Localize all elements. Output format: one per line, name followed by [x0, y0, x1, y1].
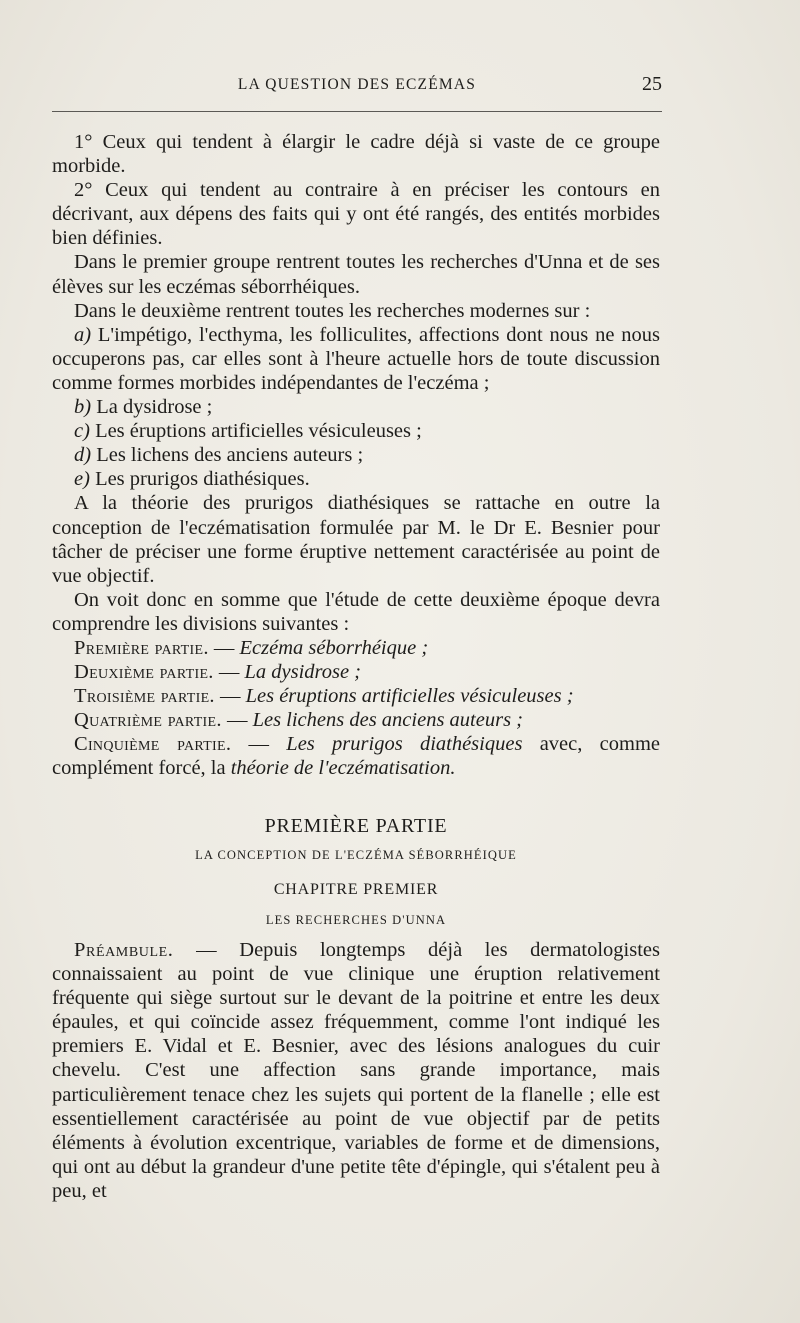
eczematisation-theory: théorie de l'eczématisation. — [230, 757, 456, 780]
list-item-d — [52, 443, 660, 467]
chapter-title: CHAPITRE PREMIER — [273, 881, 439, 898]
preamble-label: Préambule. — [74, 939, 174, 961]
running-head — [52, 73, 662, 98]
part-entry-5 — [52, 732, 660, 780]
running-title: LA QUESTION DES ECZÉMAS — [237, 76, 477, 93]
item-1: 1° Ceux qui tendent à élargir le cadre déjà si vaste de ce groupe morbide. — [52, 131, 660, 178]
part-entry-4 — [52, 708, 660, 732]
list-marker: e) — [74, 468, 90, 491]
paragraph-divisions: On voit donc en somme que l'étude de cette deuxième époque devra comprendre les divisions suivantes : — [52, 588, 660, 635]
list-marker: d) — [74, 444, 92, 467]
part-label: Troisième partie. — [74, 685, 215, 708]
part-name: La dysidrose ; — [244, 661, 362, 684]
part-entry-1 — [52, 636, 660, 660]
list-marker: b) — [74, 396, 92, 419]
part-title: PREMIÈRE PARTIE — [264, 815, 448, 837]
part-subtitle: LA CONCEPTION DE L'ECZÉMA SÉBORRHÉIQUE — [195, 848, 517, 862]
list-text: La dysidrose ; — [91, 396, 213, 419]
part-label: Deuxième partie. — [74, 661, 214, 684]
part-connector: avec, comme complément forcé, la — [52, 733, 660, 780]
paragraph-besnier: A la théorie des prurigos diathésiques se rattache en outre la conception de l'eczématisation formulée par M. le Dr E. Besnier pour tâcher de préciser une forme éruptive nettement caractérisée au point de vue objectif. — [52, 492, 660, 587]
part-label: Première partie. — [74, 636, 209, 659]
part-entry-3 — [52, 684, 660, 708]
chapter-subtitle: LES RECHERCHES D'UNNA — [265, 913, 447, 927]
list-marker: a) — [74, 323, 92, 346]
part-name: Les lichens des anciens auteurs ; — [252, 709, 524, 732]
part-name: Les prurigos diathésiques — [286, 733, 523, 756]
list-text: Les éruptions artificielles vésiculeuses ; — [89, 420, 422, 443]
preamble-body: — Depuis longtemps déjà les dermatologistes connaissaient au point de vue clinique une éruption relativement fréquente qui siège surtout sur le devant de la poitrine et entre les deux épaules, et qui coïncide assez fréquemment, comme l'ont indiqué les premiers E. Vidal et E. Besnier, avec des lésions analogues du cuir chevelu. C'est une affection sans grande importance, mais particulièrement tenace chez les sujets qui portent de la flanelle ; elle est essentiellement caractérisée au point de vue objectif par de petits éléments à évolution excentrique, variables de forme et de dimensions, qui ont au début la grandeur d'une petite tête d'épingle, qui s'étalent peu à peu, et — [52, 939, 660, 1202]
list-text: Les prurigos diathésiques. — [89, 468, 310, 491]
part-dash: — — [213, 661, 245, 684]
list-marker: c) — [74, 420, 90, 443]
list-item-b — [52, 395, 660, 419]
paragraph-second-group: Dans le deuxième rentrent toutes les recherches modernes sur : — [74, 299, 591, 322]
part-dash: — — [208, 636, 240, 659]
part-name: Eczéma séborrhéique ; — [239, 636, 429, 659]
part-dash: — — [221, 709, 253, 732]
list-text: Les lichens des anciens auteurs ; — [91, 444, 364, 467]
part-label: Cinquième partie. — [74, 733, 232, 756]
preamble-paragraph — [52, 938, 660, 1203]
part-entry-2 — [52, 660, 660, 684]
item-2: 2° Ceux qui tendent au contraire à en préciser les contours en décrivant, aux dépens des faits qui y ont été rangés, des entités morbides bien définies. — [52, 179, 660, 250]
part-dash: — — [231, 733, 287, 756]
part-dash: — — [214, 685, 246, 708]
part-label: Quatrième partie. — [74, 709, 222, 732]
list-item-e — [52, 467, 660, 491]
list-text: L'impétigo, l'ecthyma, les folliculites, affections dont nous ne nous occuperons pas, car elles sont à l'heure actuelle hors de toute discussion comme formes morbides indépendantes de l'eczéma ; — [52, 323, 660, 394]
paragraph-unna: Dans le premier groupe rentrent toutes les recherches d'Unna et de ses élèves sur les eczémas séborrhéiques. — [52, 251, 660, 298]
list-item-a — [52, 323, 660, 395]
preamble-text — [52, 938, 660, 1203]
list-item-c — [52, 419, 660, 443]
header-rule — [52, 111, 662, 112]
part-name: Les éruptions artificielles vésiculeuses ; — [245, 685, 574, 708]
page-number: 25 — [642, 73, 662, 95]
intro-text — [52, 130, 660, 781]
